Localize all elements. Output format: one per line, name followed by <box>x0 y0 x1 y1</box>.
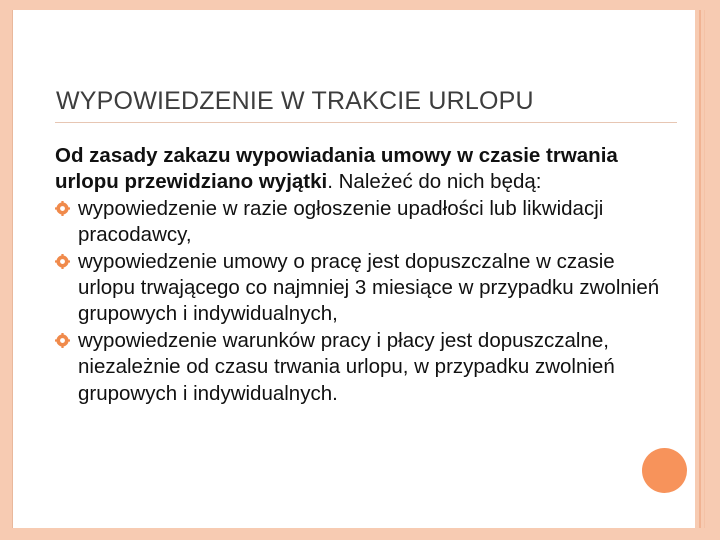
accent-circle <box>642 448 687 493</box>
right-edge-stripe-thin <box>704 10 705 528</box>
gear-icon <box>55 201 70 216</box>
bullet-item <box>55 249 665 328</box>
intro-bold-text: Od zasady zakazu wypowiadania umowy w czasie trwania urlopu przewidziano wyjątki <box>55 144 618 194</box>
bullet-item <box>55 196 665 249</box>
bullet-item <box>55 328 665 407</box>
title-divider <box>55 122 677 123</box>
bullet-text: wypowiedzenie warunków pracy i płacy jest dopuszczalne, niezależnie od czasu trwania urlopu, w przypadku zwolnień grupowych i indywidualnych. <box>78 328 615 405</box>
right-edge-stripe <box>699 10 701 528</box>
bullet-list <box>55 196 665 407</box>
bullet-text: wypowiedzenie w razie ogłoszenie upadłości lub likwidacji pracodawcy, <box>78 196 604 247</box>
gear-icon <box>55 254 70 269</box>
slide-body <box>55 143 665 407</box>
slide-panel <box>12 10 695 528</box>
intro-rest-text: . Należeć do nich będą: <box>327 170 542 194</box>
intro-paragraph <box>55 143 665 196</box>
gear-icon <box>55 333 70 348</box>
bullet-text: wypowiedzenie umowy o pracę jest dopuszczalne w czasie urlopu trwającego co najmniej 3 miesiące w przypadku zwolnień grupowych i indywidualnych, <box>78 249 660 326</box>
slide-title: WYPOWIEDZENIE W TRAKCIE URLOPU <box>56 87 534 115</box>
